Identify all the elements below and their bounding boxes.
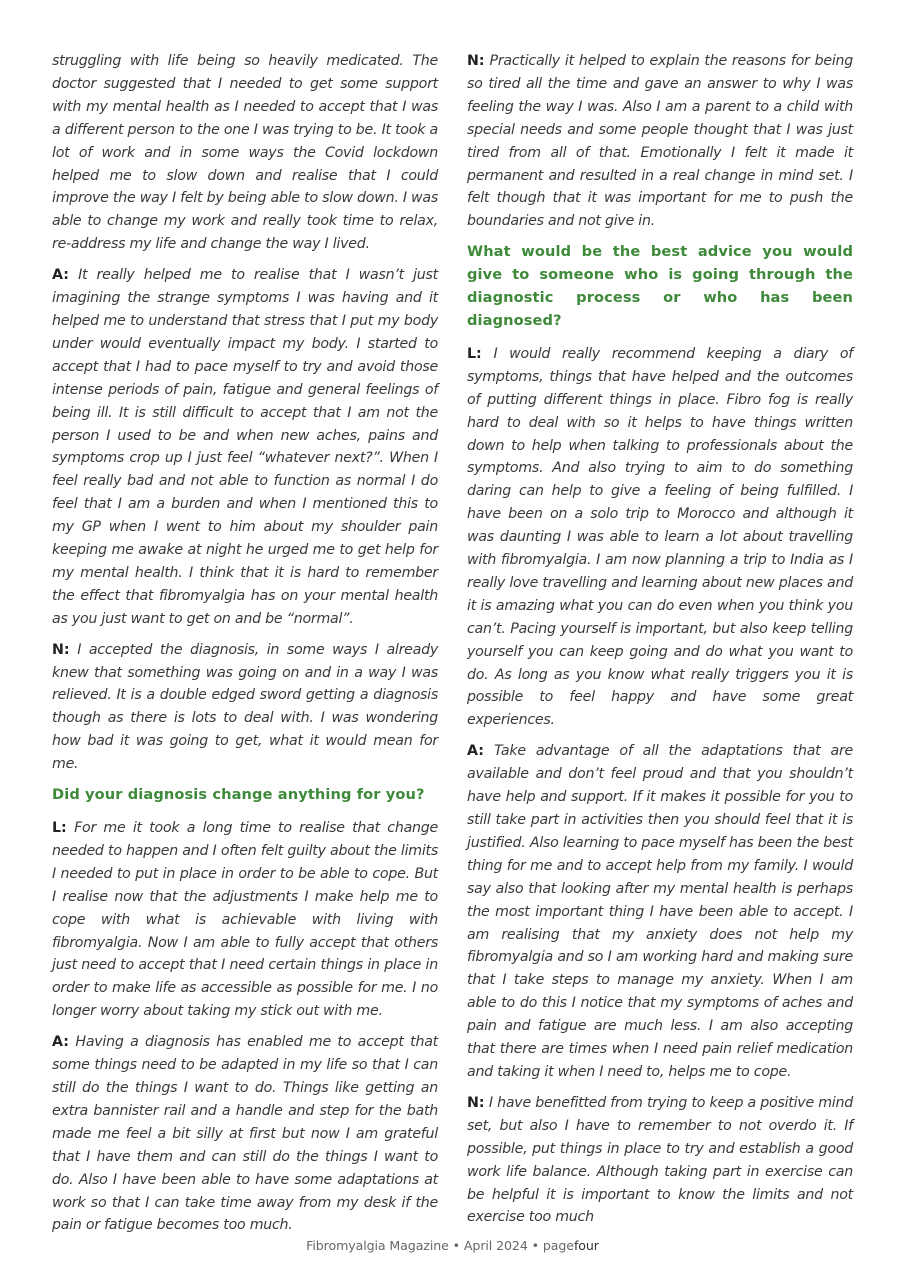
paragraph-text: I accepted the diagnosis, in some ways I already knew that something was going on and in a way I was relieved. It is a double edged sword getting a diagnosis though as there is lots to deal with. I was wondering how bad it was going to get, what it would mean for me. <box>52 641 438 773</box>
question-heading: Did your diagnosis change anything for you? <box>52 786 425 804</box>
publication-name: Fibromyalgia Magazine <box>306 1238 449 1253</box>
paragraph-text: struggling with life being so heavily medicated. The doctor suggested that I needed to get some support with my mental health as I needed to accept that I was a different person to the one I was trying to be. It took a lot of work and in some ways the Covid lockdown helped me to slow down and realise that I could improve the way I felt by being able to slow down. I was able to change my work and really took time to relax, re-address my life and change the way I lived. <box>52 53 438 253</box>
page-prefix: page <box>542 1238 574 1253</box>
paragraph-n <box>52 639 438 776</box>
speaker-label: A: <box>52 267 69 284</box>
question-heading: What would be the best advice you would give to someone who is going through the diagnostic process or who has been diagnosed? <box>467 243 853 329</box>
separator: • <box>527 1238 543 1253</box>
page-footer <box>0 1238 905 1253</box>
separator: • <box>448 1238 464 1253</box>
speaker-label: A: <box>467 743 484 760</box>
paragraph-l <box>467 343 853 732</box>
paragraph-n <box>467 1092 853 1229</box>
speaker-label: N: <box>467 1094 485 1111</box>
speaker-label: L: <box>52 820 67 836</box>
speaker-label: N: <box>52 641 70 658</box>
left-column <box>52 50 438 1245</box>
paragraph-text: For me it took a long time to realise that change needed to happen and I often felt guilty about the limits I needed to put in place in order to be able to cope. But I realise now that the adjustments I make help me to cope with what is achievable with living with fibromyalgia. Now I am able to fully accept that others just need to accept that I need certain things in place in order to make life as accessible as possible for me. I no longer worry about taking my stick out with me. <box>52 820 438 1020</box>
paragraph-text: It really helped me to realise that I wasn’t just imagining the strange symptoms I was having and it helped me to understand that stress that I put my body under would eventually impact my body. I started to accept that I had to pace myself to try and avoid those intense periods of pain, fatigue and general feelings of being ill. It is still difficult to accept that I am not the person I used to be and when new aches, pains and symptoms crop up I just feel “whatever next?”. When I feel really bad and not able to function as normal I do feel that I am a burden and when I mentioned this to my GP when I went to him about my shoulder pain keeping me awake at night he urged me to get help for my mental health. I think that it is hard to remember the effect that fibromyalgia has on your mental health as you just want to get on and be “normal”. <box>52 267 438 627</box>
paragraph-a <box>52 264 438 631</box>
paragraph-text: I would really recommend keeping a diary of symptoms, things that have helped and the outcomes of putting different things in place. Fibro fog is really hard to deal with so it helps to have things written down to help when talking to professionals about the symptoms. And also trying to aim to do something daring can help to give a feeling of being fulfilled. I have been on a solo trip to Morocco and although it was daunting I was able to learn a lot about travelling with fibromyalgia. I am now planning a trip to India as I really love travelling and learning about new places and it is amazing what you can do even when you think you can’t. Pacing yourself is important, but also keep telling yourself you can keep going and do what you want to do. As long as you know what really triggers you it is possible to feel happy and have some great experiences. <box>467 345 853 729</box>
right-column <box>467 50 853 1237</box>
paragraph-text: I have benefitted from trying to keep a positive mind set, but also I have to remember to not overdo it. If possible, put things in place to try and establish a good work life balance. Although taking part in exercise can be helpful it is important to know the limits and not exercise too much <box>467 1094 853 1226</box>
page-number: four <box>573 1238 599 1253</box>
speaker-label: L: <box>467 345 482 362</box>
issue-date: April 2024 <box>463 1238 528 1253</box>
paragraph-a <box>52 1031 438 1237</box>
paragraph-n <box>467 50 853 233</box>
paragraph-text: Practically it helped to explain the reasons for being so tired all the time and gave an answer to why I was feeling the way I was. Also I am a parent to a child with special needs and some people thought that I was just tired from all of that. Emotionally I felt it made it permanent and resulted in a real change in mind set. I felt though that it was important for me to push the boundaries and not give in. <box>467 53 854 230</box>
paragraph-a <box>467 740 853 1084</box>
paragraph-text: Having a diagnosis has enabled me to accept that some things need to be adapted in my life so that I can still do the things I want to do. Things like getting an extra bannister rail and a handle and step for the bath made me feel a bit silly at first but now I am grateful that I have them and can still do the things I want to do. Also I have been able to have some adaptations at work so that I can take time away from my desk if the pain or fatigue becomes too much. <box>52 1034 438 1234</box>
speaker-label: A: <box>52 1034 69 1051</box>
paragraph <box>52 50 438 256</box>
speaker-label: N: <box>467 53 485 69</box>
paragraph-l <box>52 817 438 1023</box>
paragraph-text: Take advantage of all the adaptations that are available and don’t feel proud and that you shouldn’t have help and support. If it makes it possible for you to still take part in activities then you should feel that it is justified. Also learning to pace myself has been the best thing for me and to accept help from my family. I would say also that looking after my mental health is perhaps the most important thing I have been able to accept. I am realising that my anxiety does not help my fibromyalgia and so I am working hard and making sure that I take steps to manage my anxiety. When I am able to do this I notice that my symptoms of aches and pain and fatigue are much less. I am also accepting that there are times when I need pain relief medication and taking it when I need to, helps me to cope. <box>467 743 854 1080</box>
